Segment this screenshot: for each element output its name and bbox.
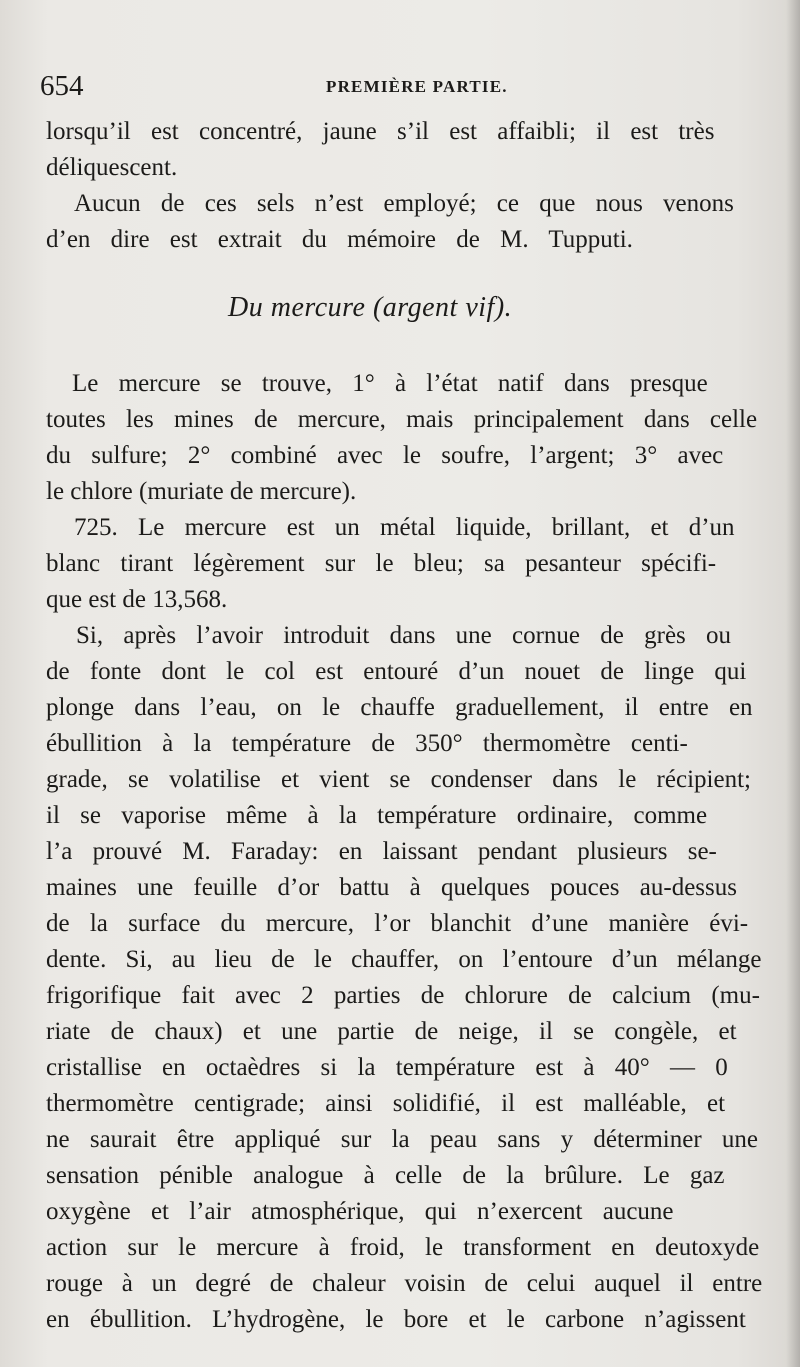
text-line: blanc tirant légèrement sur le bleu; sa pesanteur spécifi- — [46, 550, 717, 577]
text-line: cristallise en octaèdres si la température est à 40° — 0 — [46, 1054, 728, 1081]
text-line: il se vaporise même à la température ordinaire, comme — [46, 802, 708, 829]
page-number: 654 — [40, 70, 84, 102]
text-line: déliquescent. — [46, 154, 178, 181]
text-line: Le mercure se trouve, 1° à l’état natif dans presque — [72, 370, 708, 397]
page-header — [40, 70, 756, 106]
text-line: toutes les mines de mercure, mais principalement dans celle — [46, 406, 758, 433]
text-line: que est de 13,568. — [46, 586, 228, 613]
text-line: plonge dans l’eau, on le chauffe graduellement, il entre en — [46, 694, 753, 721]
text-line: d’en dire est extrait du mémoire de M. Tupputi. — [46, 226, 633, 253]
text-line: lorsqu’il est concentré, jaune s’il est affaibli; il est très — [46, 118, 715, 145]
text-line: frigorifique fait avec 2 parties de chlorure de calcium (mu- — [46, 982, 760, 1009]
text-line: en ébullition. L’hydrogène, le bore et le carbone n’agissent — [46, 1306, 746, 1333]
text-line: dente. Si, au lieu de le chauffer, on l’entoure d’un mélange — [46, 946, 762, 973]
text-line: ébullition à la température de 350° thermomètre centi- — [46, 730, 688, 757]
text-line: oxygène et l’air atmosphérique, qui n’exercent aucune — [46, 1198, 674, 1225]
text-line: thermomètre centigrade; ainsi solidifié, il est malléable, et — [46, 1090, 726, 1117]
text-line: maines une feuille d’or battu à quelques pouces au-dessus — [46, 874, 737, 901]
text-line: l’a prouvé M. Faraday: en laissant pendant plusieurs se- — [46, 838, 717, 865]
text-line: rouge à un degré de chaleur voisin de celui auquel il entre — [46, 1270, 763, 1297]
page-gutter-shadow — [786, 0, 800, 1367]
text-line: riate de chaux) et une partie de neige, il se congèle, et — [46, 1018, 737, 1045]
text-line: 725. Le mercure est un métal liquide, brillant, et d’un — [74, 514, 735, 541]
text-line: ne saurait être appliqué sur la peau sans y déterminer une — [46, 1126, 758, 1153]
text-line: de la surface du mercure, l’or blanchit d’une manière évi- — [46, 910, 749, 937]
text-line: sensation pénible analogue à celle de la brûlure. Le gaz — [46, 1162, 725, 1189]
text-line: du sulfure; 2° combiné avec le soufre, l’argent; 3° avec — [46, 442, 724, 469]
text-line: grade, se volatilise et vient se condenser dans le récipient; — [46, 766, 751, 793]
text-line: action sur le mercure à froid, le transforment en deutoxyde — [46, 1234, 760, 1261]
running-title: PREMIÈRE PARTIE. — [326, 77, 508, 96]
section-heading: Du mercure (argent vif). — [228, 292, 513, 323]
text-line: Si, après l’avoir introduit dans une cornue de grès ou — [76, 622, 732, 649]
text-line: Aucun de ces sels n’est employé; ce que nous venons — [74, 190, 734, 217]
text-line: le chlore (muriate de mercure). — [46, 478, 357, 505]
text-line: de fonte dont le col est entouré d’un nouet de linge qui — [46, 658, 747, 685]
